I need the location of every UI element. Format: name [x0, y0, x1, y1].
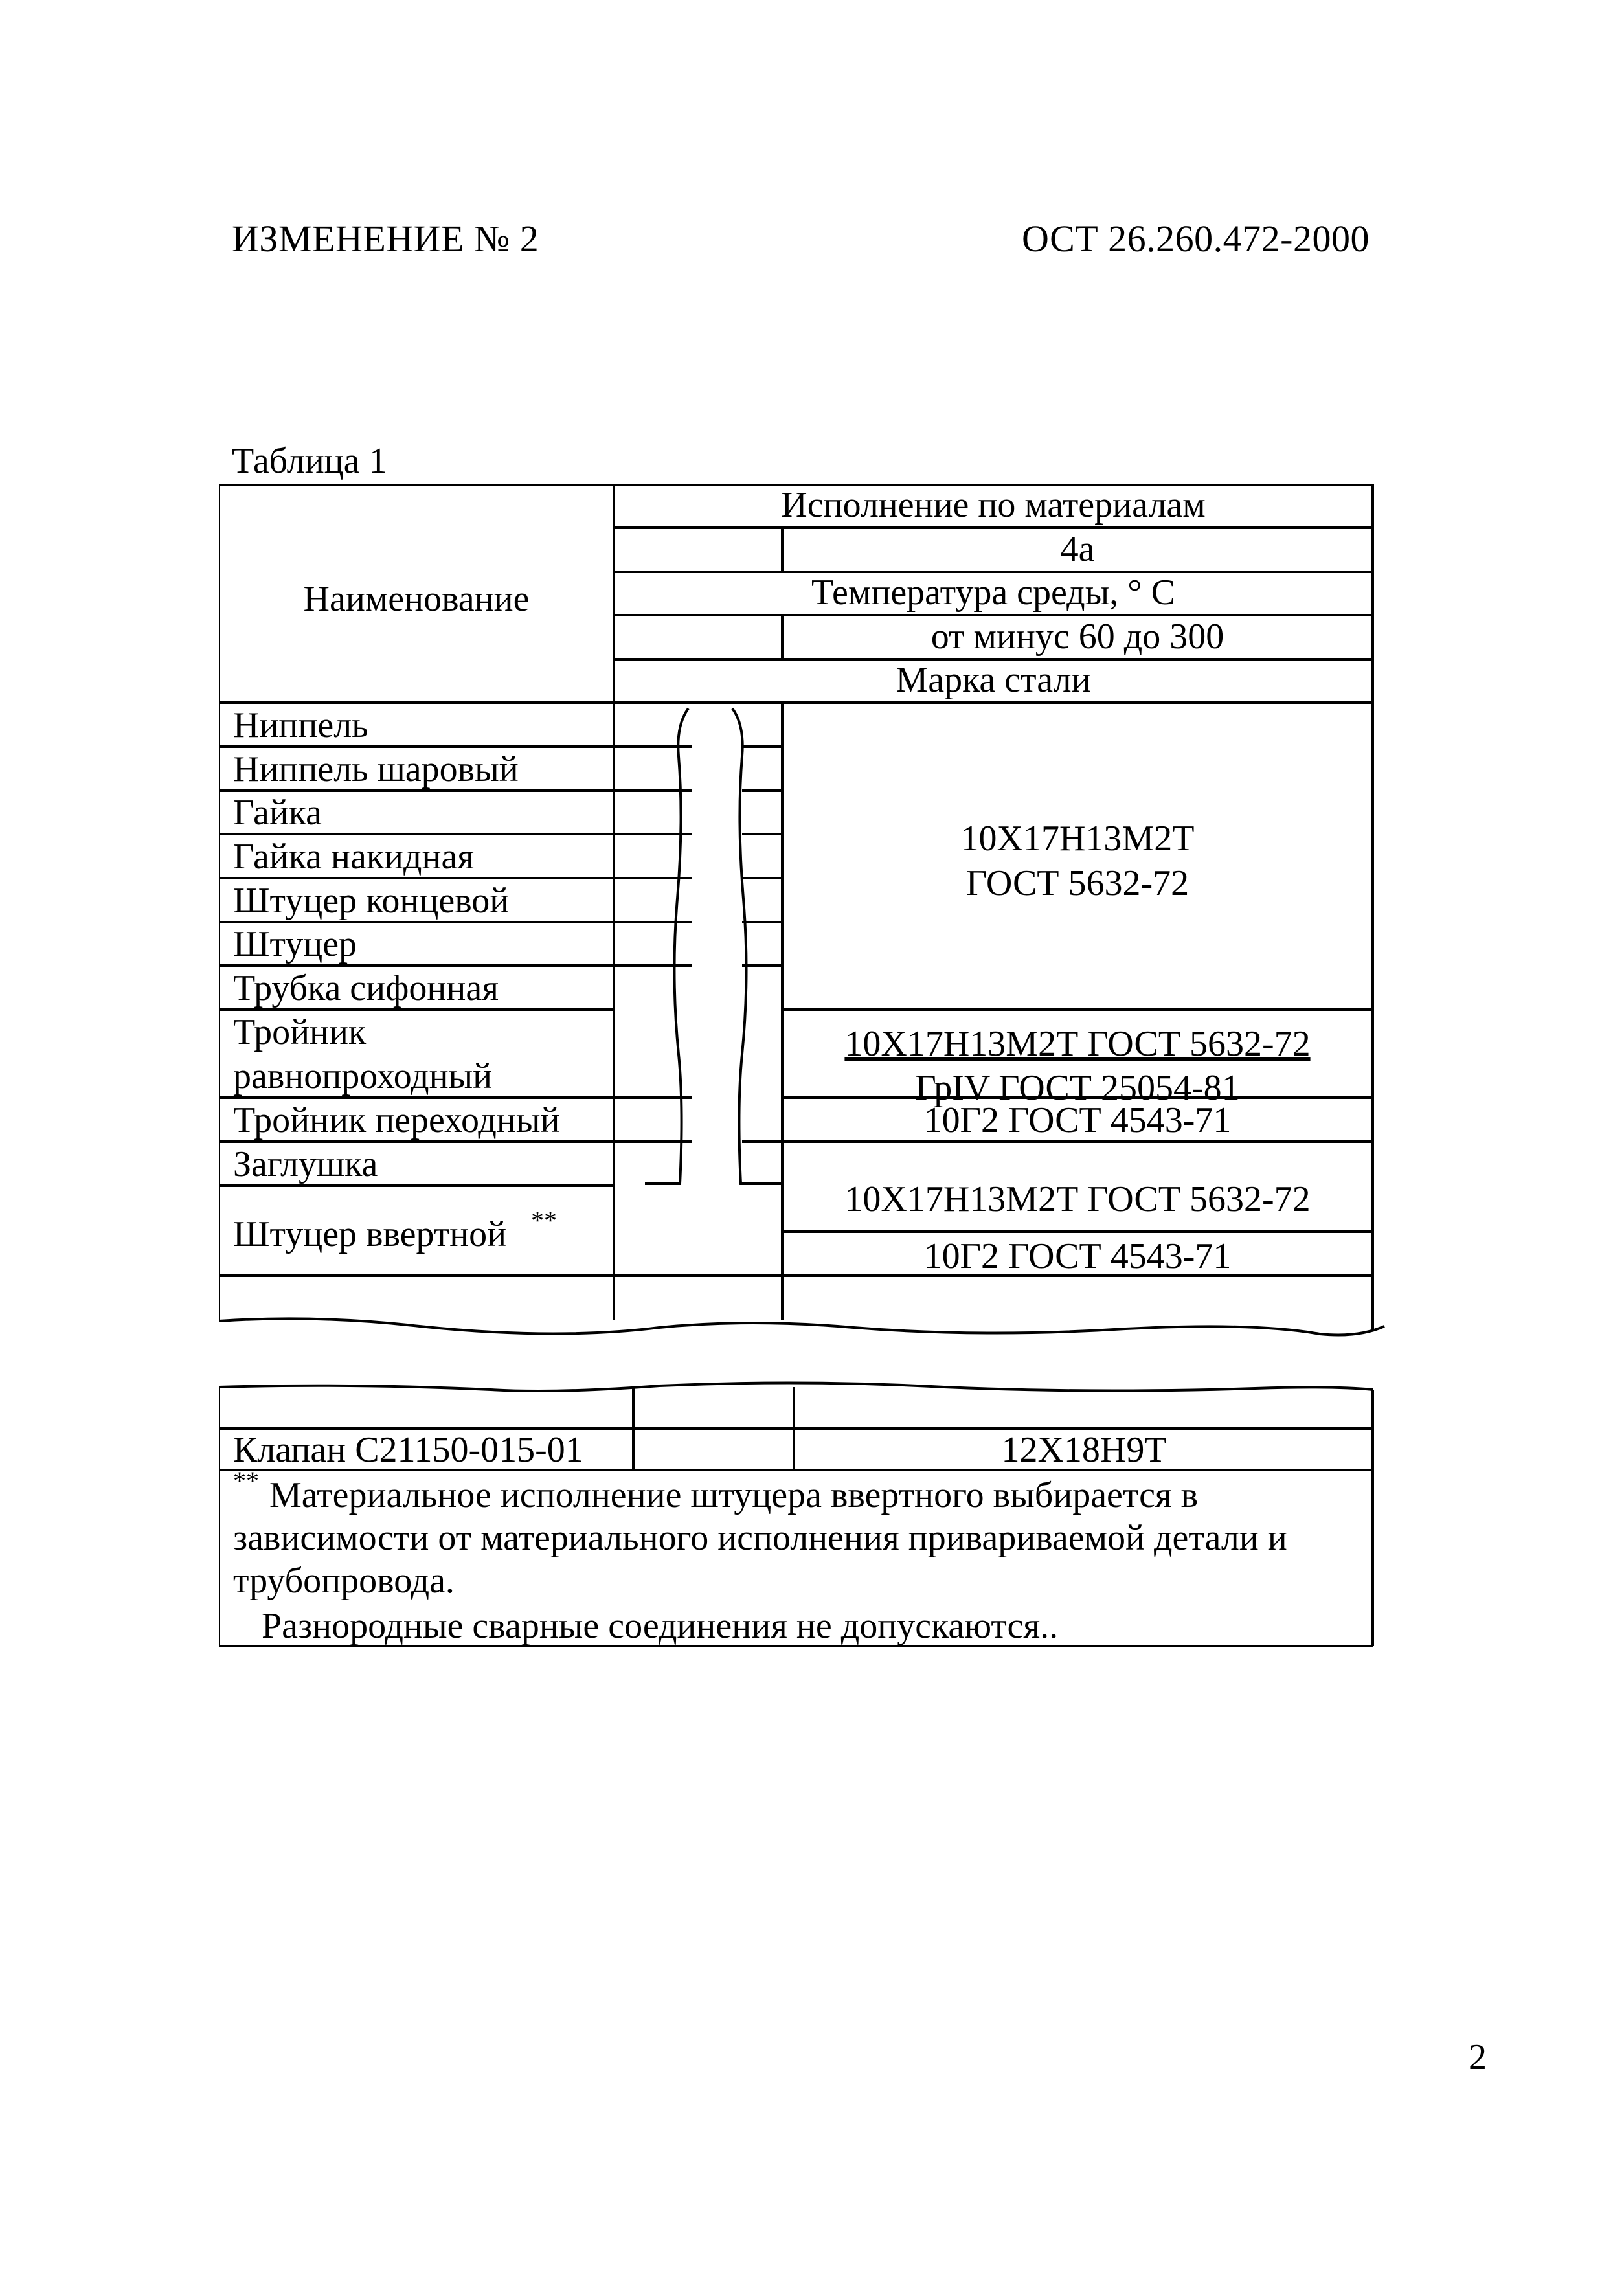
- note-line: Материальное исполнение штуцера ввертного выбирается в: [269, 1475, 1199, 1515]
- note-line: зависимости от материального исполнения привариваемой детали и: [233, 1518, 1287, 1558]
- materials-table: [219, 484, 1397, 1352]
- row-name: Ниппель: [233, 705, 368, 745]
- table-caption: Таблица 1: [232, 441, 387, 481]
- page-number: 2: [1469, 2037, 1487, 2077]
- note-line: трубопровода.: [233, 1561, 455, 1601]
- steel-main-grade: 10Х17Н13М2Т: [960, 819, 1195, 859]
- temperature-header: Температура среды, ° С: [811, 572, 1176, 613]
- valve-name: Клапан С21150-015-01: [233, 1430, 583, 1470]
- temperature-range: от минус 60 до 300: [930, 616, 1224, 657]
- row-name: Тройник: [233, 1012, 367, 1052]
- steel-tee-transition: 10Г2 ГОСТ 4543-71: [923, 1100, 1232, 1140]
- steel-main-standard: ГОСТ 5632-72: [965, 863, 1190, 903]
- row-name: Штуцер: [233, 924, 357, 964]
- note-marker: **: [233, 1466, 259, 1495]
- amendment-title: ИЗМЕНЕНИЕ № 2: [232, 218, 539, 260]
- footnote-marker: **: [531, 1206, 557, 1235]
- row-name: Штуцер концевой: [233, 881, 510, 921]
- steel-grade-header: Марка стали: [896, 660, 1091, 700]
- valve-steel: 12Х18Н9Т: [1001, 1430, 1167, 1470]
- variant-label: 4а: [1060, 529, 1095, 569]
- row-name: Ниппель шаровый: [233, 749, 519, 789]
- note-restriction: Разнородные сварные соединения не допускаются..: [262, 1606, 1059, 1646]
- row-name: Гайка: [233, 793, 322, 833]
- row-name: Гайка накидная: [233, 837, 475, 877]
- steel-tee-grade: 10Х17Н13М2Т ГОСТ 5632-72: [844, 1024, 1311, 1064]
- row-name: Заглушка: [233, 1144, 378, 1184]
- standard-number: ОСТ 26.260.472-2000: [1021, 218, 1370, 260]
- steel-plug: 10Х17Н13М2Т ГОСТ 5632-72: [844, 1179, 1311, 1219]
- name-header: Наименование: [303, 579, 530, 619]
- material-header: Исполнение по материалам: [781, 485, 1206, 525]
- steel-screw-fitting: 10Г2 ГОСТ 4543-71: [923, 1236, 1232, 1276]
- row-name: Штуцер ввертной: [233, 1214, 507, 1254]
- row-name: равнопроходный: [233, 1056, 493, 1096]
- continuation-table: [219, 1379, 1384, 1651]
- row-name: Трубка сифонная: [233, 968, 499, 1008]
- row-name: Тройник переходный: [233, 1100, 560, 1140]
- steel-tee-forging: ГрIV ГОСТ 25054-81: [915, 1068, 1240, 1108]
